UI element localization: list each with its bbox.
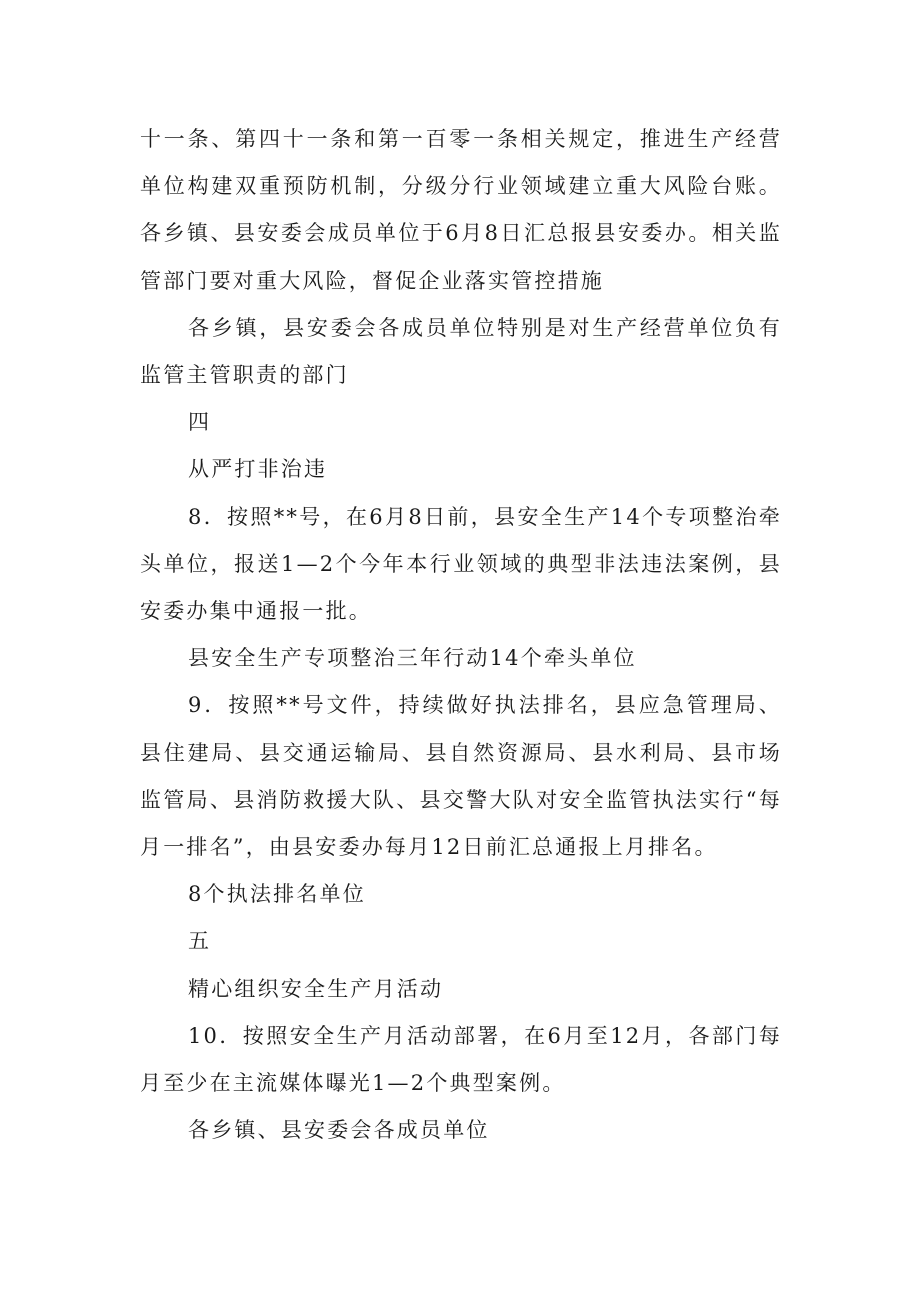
paragraph-responsible-units-4: 各乡镇、县安委会各成员单位: [188, 1118, 490, 1143]
paragraph-responsible-units-1: 各乡镇，县安委会各成员单位特别是对生产经营单位负有监管主管职责的部门: [140, 315, 782, 388]
paragraph-item-9: 9．按照**号文件，持续做好执法排名，县应急管理局、县住建局、县交通运输局、县自然资源局、县水利局、县市场监管局、县消防救援大队、县交警大队对安全监管执法实行“每月一排名”，由县安委办每月12日前汇总通报上月排名。: [140, 693, 782, 860]
paragraph-responsible-units-2: 县安全生产专项整治三年行动14个牵头单位: [188, 646, 637, 671]
paragraph-responsible-units-3: 8个执法排名单位: [188, 882, 366, 907]
section-number-four: 四: [188, 410, 212, 435]
section-heading-safety-month: 精心组织安全生产月活动: [188, 976, 444, 1001]
section-number-five: 五: [188, 929, 212, 954]
paragraph-item-8: 8．按照**号，在6月8日前，县安全生产14个专项整治牵头单位，报送1—2个今年本行业领域的典型非法违法案例，县安委办集中通报一批。: [140, 504, 782, 624]
document-body: [140, 116, 782, 1154]
paragraph-risk-ledger: 十一条、第四十一条和第一百零一条相关规定，推进生产经营单位构建双重预防机制，分级分行业领域建立重大风险台账。各乡镇、县安委会成员单位于6月8日汇总报县安委办。相关监管部门要对重大风险，督促企业落实管控措施: [140, 127, 782, 293]
section-heading-crackdown: 从严打非治违: [188, 457, 328, 482]
paragraph-item-10: 10．按照安全生产月活动部署，在6月至12月，各部门每月至少在主流媒体曝光1—2个典型案例。: [140, 1023, 782, 1096]
